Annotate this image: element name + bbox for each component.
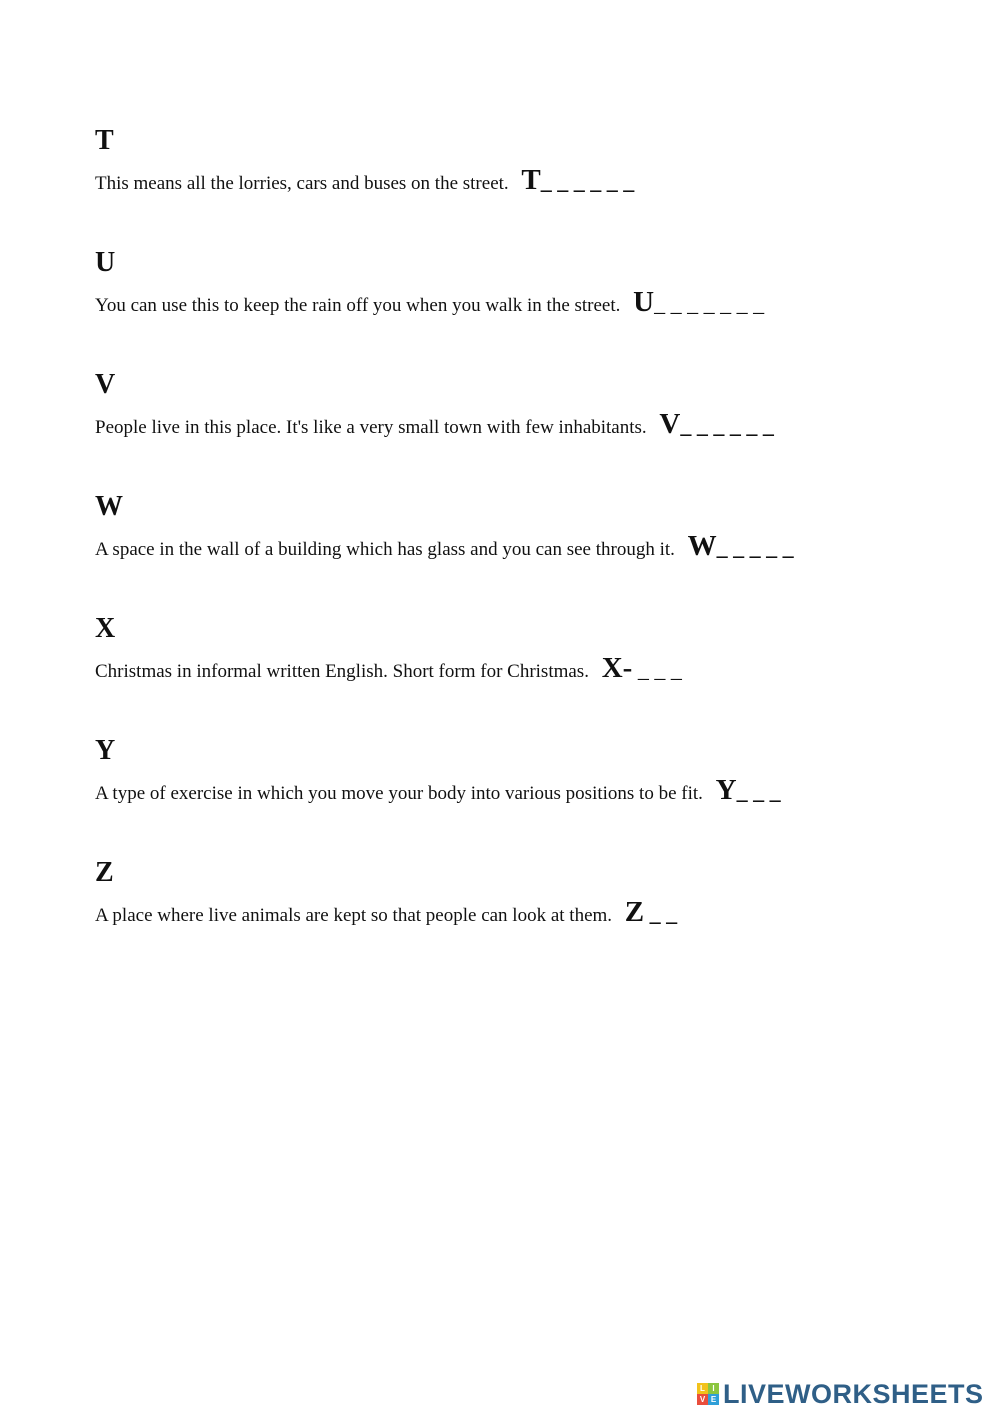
entry-w <box>95 491 955 562</box>
answer-blanks[interactable]: _ _ _ _ _ _ <box>680 413 774 438</box>
clue-line <box>95 897 677 931</box>
entry-heading: Y <box>95 735 116 766</box>
entry-heading: W <box>95 491 123 522</box>
clue-text: A place where live animals are kept so that people can look at them. <box>95 905 613 926</box>
answer-first-letter: Z <box>624 896 645 928</box>
logo-mark-cell: E <box>708 1394 719 1405</box>
answer-first-letter: U <box>633 286 655 318</box>
clue-line <box>95 775 781 809</box>
clue-text: People live in this place. It's like a very small town with few inhabitants. <box>95 417 647 438</box>
answer-first-letter: T <box>521 164 541 196</box>
entry-heading: Z <box>95 857 114 888</box>
liveworksheets-logo[interactable] <box>697 1378 984 1410</box>
answer-blanks[interactable]: _ _ _ <box>736 779 781 804</box>
logo-mark-cell: V <box>697 1394 708 1405</box>
answer-blanks[interactable]: _ _ _ _ _ _ <box>540 169 635 194</box>
clue-line <box>95 165 634 199</box>
clue-text: A type of exercise in which you move your body into various positions to be fit. <box>95 783 703 804</box>
answer-first-letter: W <box>687 530 717 562</box>
answer-blanks[interactable]: _ _ _ _ _ <box>716 535 794 560</box>
answer-blanks[interactable]: _ _ <box>644 901 678 926</box>
logo-mark-cell: I <box>708 1383 719 1394</box>
clue-text: This means all the lorries, cars and buses on the street. <box>95 173 509 194</box>
entry-x <box>95 613 955 684</box>
entry-heading: X <box>95 613 116 644</box>
clue-line <box>95 653 682 687</box>
entry-u <box>95 247 955 318</box>
answer-first-letter: Y <box>715 774 737 806</box>
clue-text: You can use this to keep the rain off you when you walk in the street. <box>95 295 621 316</box>
entry-y <box>95 735 955 806</box>
answer-first-letter: X- <box>601 652 633 684</box>
entry-heading: U <box>95 247 116 278</box>
clue-line <box>95 531 794 565</box>
logo-mark-icon <box>697 1383 719 1405</box>
entry-heading: T <box>95 125 114 156</box>
clue-text: A space in the wall of a building which has glass and you can see through it. <box>95 539 675 560</box>
answer-blanks[interactable]: _ _ _ _ _ _ _ <box>654 291 765 316</box>
clue-text: Christmas in informal written English. Short form for Christmas. <box>95 661 589 682</box>
logo-mark-cell: L <box>697 1383 708 1394</box>
clue-line <box>95 409 774 443</box>
clue-line <box>95 287 764 321</box>
answer-first-letter: V <box>659 408 681 440</box>
answer-blanks[interactable]: _ _ _ <box>632 657 682 682</box>
entry-v <box>95 369 955 440</box>
entry-t <box>95 125 955 196</box>
logo-text: LIVEWORKSHEETS <box>723 1378 984 1409</box>
entry-heading: V <box>95 369 116 400</box>
entry-z <box>95 857 955 928</box>
